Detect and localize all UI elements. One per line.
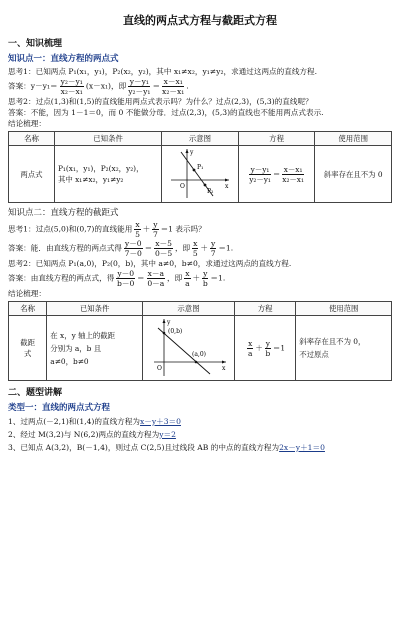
diagram-label-0b: (0,b) — [167, 328, 182, 335]
section-heading-1: 一、知识梳理 — [8, 39, 63, 49]
question-2: 思考2：过点(1,3)和(1,5)的直线能用两点式表示吗？为什么？过点(2,3)，(5,3)的直线呢？ — [8, 97, 313, 106]
diagram-label-origin: O — [179, 183, 185, 190]
two-point-diagram — [167, 146, 233, 200]
table-row — [9, 146, 392, 203]
fraction: $\frac{\text{y－y₁}}{\text{y₂－y₁}}$ — [128, 77, 151, 96]
table-header-cell: 示意图 — [143, 302, 235, 316]
answer-1: 答案：y－y₁＝ $\frac{\text{y₂－y₁}}{\text{x₂－x₁}}$ (x－x₁)，即 $\frac{\text{y－y₁}}{\text{y₂－y₁}}$ ＝ $\frac{\text{x－x₁}}{\text{x₂－x₁}}$ . — [8, 77, 189, 96]
diagram-label-x: x — [221, 365, 225, 372]
answer-3: 答案：能．由直线方程的两点式得 $\frac{y-0}{7-0}$ ＝ $\frac{x-5}{0-5}$ ，即 $\frac{x}{5}$ ＋ $\frac{y}{7}$ ＝1. — [8, 239, 234, 258]
fraction: $\frac{x}{5}$ — [192, 239, 198, 258]
problem-2: 2、经过 M(3,2)与 N(6,2)两点的直线方程为y＝2 — [8, 430, 176, 439]
question-4: 思考2：已知两点 P₁(a,0)，P₂(0，b)，其中 a≠0，b≠0，求通过这两点的直线方程. — [8, 259, 292, 268]
diagram-label-origin: O — [156, 365, 162, 372]
conclusion-label-1: 结论梳理： — [8, 119, 46, 128]
fraction: $\frac{x}{a}$ — [248, 338, 253, 358]
table-header-row — [9, 302, 392, 316]
fraction: $\frac{\text{y－y₁}}{\text{y₂－y₁}}$ — [249, 164, 271, 184]
diagram-label-p2: P₂ — [206, 188, 214, 195]
answer-4: 答案：由直线方程的两点式，得 $\frac{y-0}{b-0}$ ＝ $\frac{x-a}{0-a}$ ，即 $\frac{x}{a}$ ＋ $\frac{y}{b}$ ＝1. — [8, 269, 226, 288]
answer-underlined: y＝2 — [159, 430, 176, 439]
fraction: $\frac{y}{7}$ — [152, 220, 158, 239]
diagram-label-y: y — [166, 319, 170, 326]
answer-underlined: 2x－y＋1＝0 — [279, 443, 325, 452]
table-header-cell: 示意图 — [162, 132, 239, 146]
table-row — [9, 316, 392, 381]
fraction: $\frac{y}{7}$ — [210, 239, 216, 258]
question-1: 思考1：已知两点 P₁(x₁，y₁)，P₂(x₂，y₂)，其中 x₁≠x₂，y₁≠y₂，求通过这两点的直线方程. — [8, 67, 318, 76]
intercept-diagram — [148, 316, 230, 378]
table-header-cell: 使用范围 — [296, 302, 392, 316]
conclusion-label-2: 结论梳理： — [8, 289, 46, 298]
table-cell-range: 斜率存在且不为 0 — [315, 146, 392, 203]
fraction: $\frac{\text{x－x₁}}{\text{x₂－x₁}}$ — [162, 77, 185, 96]
table-cell-name: 两点式 — [9, 146, 55, 203]
table-header-cell: 方程 — [234, 302, 295, 316]
table-header-cell: 使用范围 — [315, 132, 392, 146]
answer-2: 答案：不能，因为 1－1＝0，而 0 不能做分母．过点(2,3)，(5,3)的直线也不能用两点式表示. — [8, 108, 324, 117]
table-cell-equation: $\frac{\text{y－y₁}}{\text{y₂－y₁}}$ ＝ $\frac{\text{x－x₁}}{\text{x₂－x₁}}$ — [238, 146, 315, 203]
fraction: $\frac{y-0}{b-0}$ — [117, 269, 135, 288]
table-two-point-form — [8, 131, 392, 203]
table-header-cell: 已知条件 — [47, 302, 143, 316]
diagram-label-a0: (a,0) — [191, 351, 206, 358]
fraction: $\frac{x}{5}$ — [135, 220, 140, 239]
section-heading-2: 二、题型讲解 — [8, 388, 63, 398]
table-cell-range: 斜率存在且不为 0， 不过原点 — [296, 316, 392, 381]
fraction: $\frac{y}{b}$ — [265, 338, 271, 358]
table-cell-condition: 在 x，y 轴上的截距 分别为 a，b 且 a≠0，b≠0 — [47, 316, 143, 381]
table-header-cell: 已知条件 — [54, 132, 161, 146]
fraction: $\frac{y-0}{7-0}$ — [124, 239, 142, 258]
knowledge-point-1: 知识点一：直线方程的两点式 — [8, 54, 119, 64]
table-header-row — [9, 132, 392, 146]
answer-underlined: x－y＋3＝0 — [139, 417, 181, 426]
problem-3: 3、已知点 A(3,2)，B(－1,4)，则过点 C(2,5)且过线段 AB 的中点的直线方程为2x－y＋1＝0 — [8, 443, 325, 452]
problem-type-1: 类型一：直线的两点式方程 — [8, 403, 111, 413]
table-header-cell: 名称 — [9, 132, 55, 146]
table-header-cell: 名称 — [9, 302, 47, 316]
table-intercept-form — [8, 301, 392, 381]
fraction: $\frac{y}{b}$ — [202, 269, 208, 288]
fraction: $\frac{\text{x－x₁}}{\text{x₂－x₁}}$ — [282, 164, 304, 184]
table-cell-diagram — [162, 146, 239, 203]
problem-1: 1、过两点(－2,1)和(1,4)的直线方程为x－y＋3＝0 — [8, 417, 181, 426]
table-cell-condition: P₁(x₁，y₁)，P₂(x₂，y₂)， 其中 x₁≠x₂，y₁≠y₂ — [54, 146, 161, 203]
fraction: $\frac{x}{a}$ — [185, 269, 190, 288]
question-3: 思考1：过点(5,0)和(0,7)的直线能用 $\frac{x}{5}$ ＋ $\frac{y}{7}$ ＝1 表示吗？ — [8, 220, 206, 239]
fraction: $\frac{x-5}{0-5}$ — [154, 239, 173, 258]
knowledge-point-2: 知识点二：直线方程的截距式 — [8, 208, 119, 218]
table-cell-diagram — [143, 316, 235, 381]
fraction: $\frac{x-a}{0-a}$ — [147, 269, 165, 288]
diagram-label-y: y — [189, 149, 194, 156]
fraction: $\frac{\text{y₂－y₁}}{\text{x₂－x₁}}$ — [60, 77, 83, 96]
page-title: 直线的两点式方程与截距式方程 — [123, 14, 277, 27]
diagram-label-p1: P₁ — [196, 164, 204, 171]
table-cell-name: 截距 式 — [9, 316, 47, 381]
table-cell-equation: $\frac{x}{a}$ ＋ $\frac{y}{b}$ ＝1 — [234, 316, 295, 381]
table-header-cell: 方程 — [238, 132, 315, 146]
diagram-label-x: x — [224, 183, 229, 190]
